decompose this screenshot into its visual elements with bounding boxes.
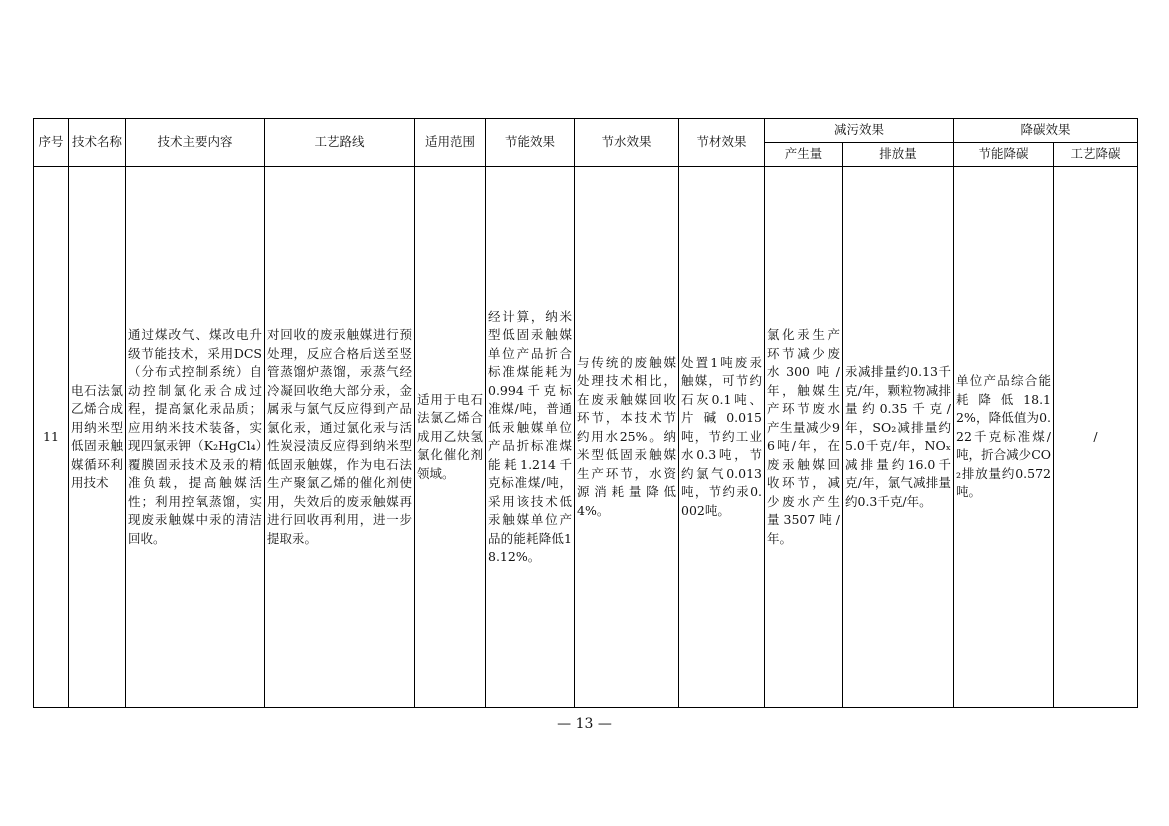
header-scope: 适用范围 (415, 119, 486, 167)
table-row (34, 167, 1138, 708)
header-material: 节材效果 (679, 119, 765, 167)
header-pollution-gen: 产生量 (765, 143, 843, 167)
header-name: 技术名称 (69, 119, 126, 167)
cell-energy: 经计算，纳米型低固汞触媒单位产品折合标准煤能耗为0.994千克标准煤/吨，普通低汞触媒单位产品折标准煤能耗1.214千克标准煤/吨，采用该技术低汞触媒单位产品的能耗降低18.12%。 (486, 167, 575, 708)
header-content: 技术主要内容 (126, 119, 265, 167)
header-pollution-emit: 排放量 (843, 143, 954, 167)
header-seq: 序号 (34, 119, 69, 167)
cell-seq: 11 (34, 167, 69, 708)
cell-pollution-emit: 汞减排量约0.13千克/年，颗粒物减排量约0.35千克/年，SO₂减排量约5.0千克/年，NOₓ减排量约16.0千克/年，氯气减排量约0.3千克/年。 (843, 167, 954, 708)
header-energy: 节能效果 (486, 119, 575, 167)
cell-pollution-gen: 氯化汞生产环节减少废水300吨/年，触媒生产环节废水产生量减少96吨/年，在废汞触媒回收环节，减少废水产生量3507吨/年。 (765, 167, 843, 708)
cell-carbon-process: / (1054, 167, 1138, 708)
technology-table (33, 118, 1138, 708)
header-route: 工艺路线 (265, 119, 415, 167)
cell-content: 通过煤改气、煤改电升级节能技术，采用DCS（分布式控制系统）自动控制氯化汞合成过程，提高氯化汞品质；应用纳米技术装备，实现四氯汞钾（K₂HgCl₄）覆膜固汞技术及汞的精准负载，提高触媒活性；利用控氧蒸馏，实现废汞触媒中汞的清洁回收。 (126, 167, 265, 708)
header-carbon-energy: 节能降碳 (954, 143, 1054, 167)
page-number: — 13 — (557, 716, 612, 732)
cell-name: 电石法氯乙烯合成用纳米型低固汞触媒循环利用技术 (69, 167, 126, 708)
cell-scope: 适用于电石法氯乙烯合成用乙炔氢氯化催化剂领域。 (415, 167, 486, 708)
cell-route: 对回收的废汞触媒进行预处理，反应合格后送至竖管蒸馏炉蒸馏，汞蒸气经冷凝回收绝大部分汞，金属汞与氯气反应得到产品氯化汞，通过氯化汞与活性炭浸渍反应得到纳米型低固汞触媒，作为电石法生产聚氯乙烯的催化剂使用，失效后的废汞触媒再进行回收再利用，进一步提取汞。 (265, 167, 415, 708)
header-water: 节水效果 (575, 119, 679, 167)
cell-carbon-energy: 单位产品综合能耗降低18.12%，降低值为0.22千克标准煤/吨，折合减少CO₂排放量约0.572吨。 (954, 167, 1054, 708)
cell-material: 处置1吨废汞触媒，可节约石灰0.1吨、片碱0.015吨，节约工业水0.3吨，节约氯气0.013吨，节约汞0.002吨。 (679, 167, 765, 708)
cell-water: 与传统的废触媒处理技术相比，在废汞触媒回收环节，本技术节约用水25%。纳米型低固汞触媒生产环节，水资源消耗量降低4%。 (575, 167, 679, 708)
header-carbon-process: 工艺降碳 (1054, 143, 1138, 167)
header-pollution: 减污效果 (765, 119, 954, 143)
header-carbon: 降碳效果 (954, 119, 1138, 143)
header-row-1 (34, 119, 1138, 143)
